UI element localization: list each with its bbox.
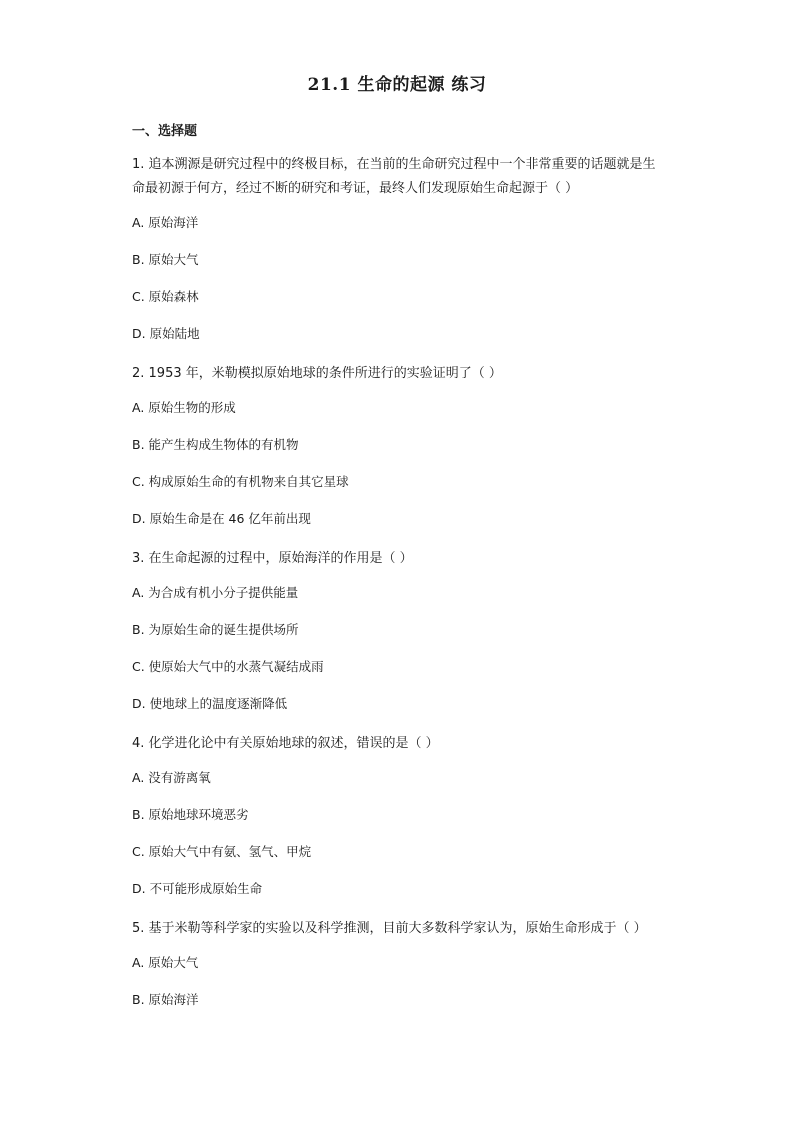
question-1-option-d: D. 原始陆地 — [132, 326, 200, 341]
question-2-option-b: B. 能产生构成生物体的有机物 — [132, 437, 299, 452]
question-2-option-c: C. 构成原始生命的有机物来自其它星球 — [132, 474, 349, 489]
question-3-option-a: A. 为合成有机小分子提供能量 — [132, 585, 299, 600]
question-2-option-a: A. 原始生物的形成 — [132, 400, 236, 415]
question-1-option-c: C. 原始森林 — [132, 289, 199, 304]
question-list — [132, 153, 667, 1028]
question-4-option-a: A. 没有游离氧 — [132, 770, 211, 785]
page-title: 21.1 生命的起源 练习 — [307, 75, 487, 95]
question-4-option-d: D. 不可能形成原始生命 — [132, 881, 263, 896]
question-4: 4. 化学进化论中有关原始地球的叙述，错误的是（ ） — [132, 736, 439, 751]
question-2: 2. 1953 年，米勒模拟原始地球的条件所进行的实验证明了（ ） — [132, 366, 502, 381]
question-4-option-c: C. 原始大气中有氨、氢气、甲烷 — [132, 844, 312, 859]
question-3-option-b: B. 为原始生命的诞生提供场所 — [132, 622, 299, 637]
question-1: 1. 追本溯源是研究过程中的终极目标，在当前的生命研究过程中一个非常重要的话题就是生命最初源于何方，经过不断的研究和考证，最终人们发现原始生命起源于（ ） — [132, 157, 656, 196]
question-3-option-c: C. 使原始大气中的水蒸气凝结成雨 — [132, 659, 324, 674]
question-5-option-a: A. 原始大气 — [132, 955, 199, 970]
question-1-option-b: B. 原始大气 — [132, 252, 199, 267]
question-4-option-b: B. 原始地球环境恶劣 — [132, 807, 249, 822]
section-heading: 一、选择题 — [132, 124, 198, 139]
question-1-option-a: A. 原始海洋 — [132, 215, 199, 230]
question-3-option-d: D. 使地球上的温度逐渐降低 — [132, 696, 288, 711]
question-2-option-d: D. 原始生命是在 46 亿年前出现 — [132, 511, 311, 526]
question-5-option-b: B. 原始海洋 — [132, 992, 199, 1007]
question-5: 5. 基于米勒等科学家的实验以及科学推测，目前大多数科学家认为，原始生命形成于（ ） — [132, 921, 647, 936]
question-3: 3. 在生命起源的过程中，原始海洋的作用是（ ） — [132, 551, 413, 566]
